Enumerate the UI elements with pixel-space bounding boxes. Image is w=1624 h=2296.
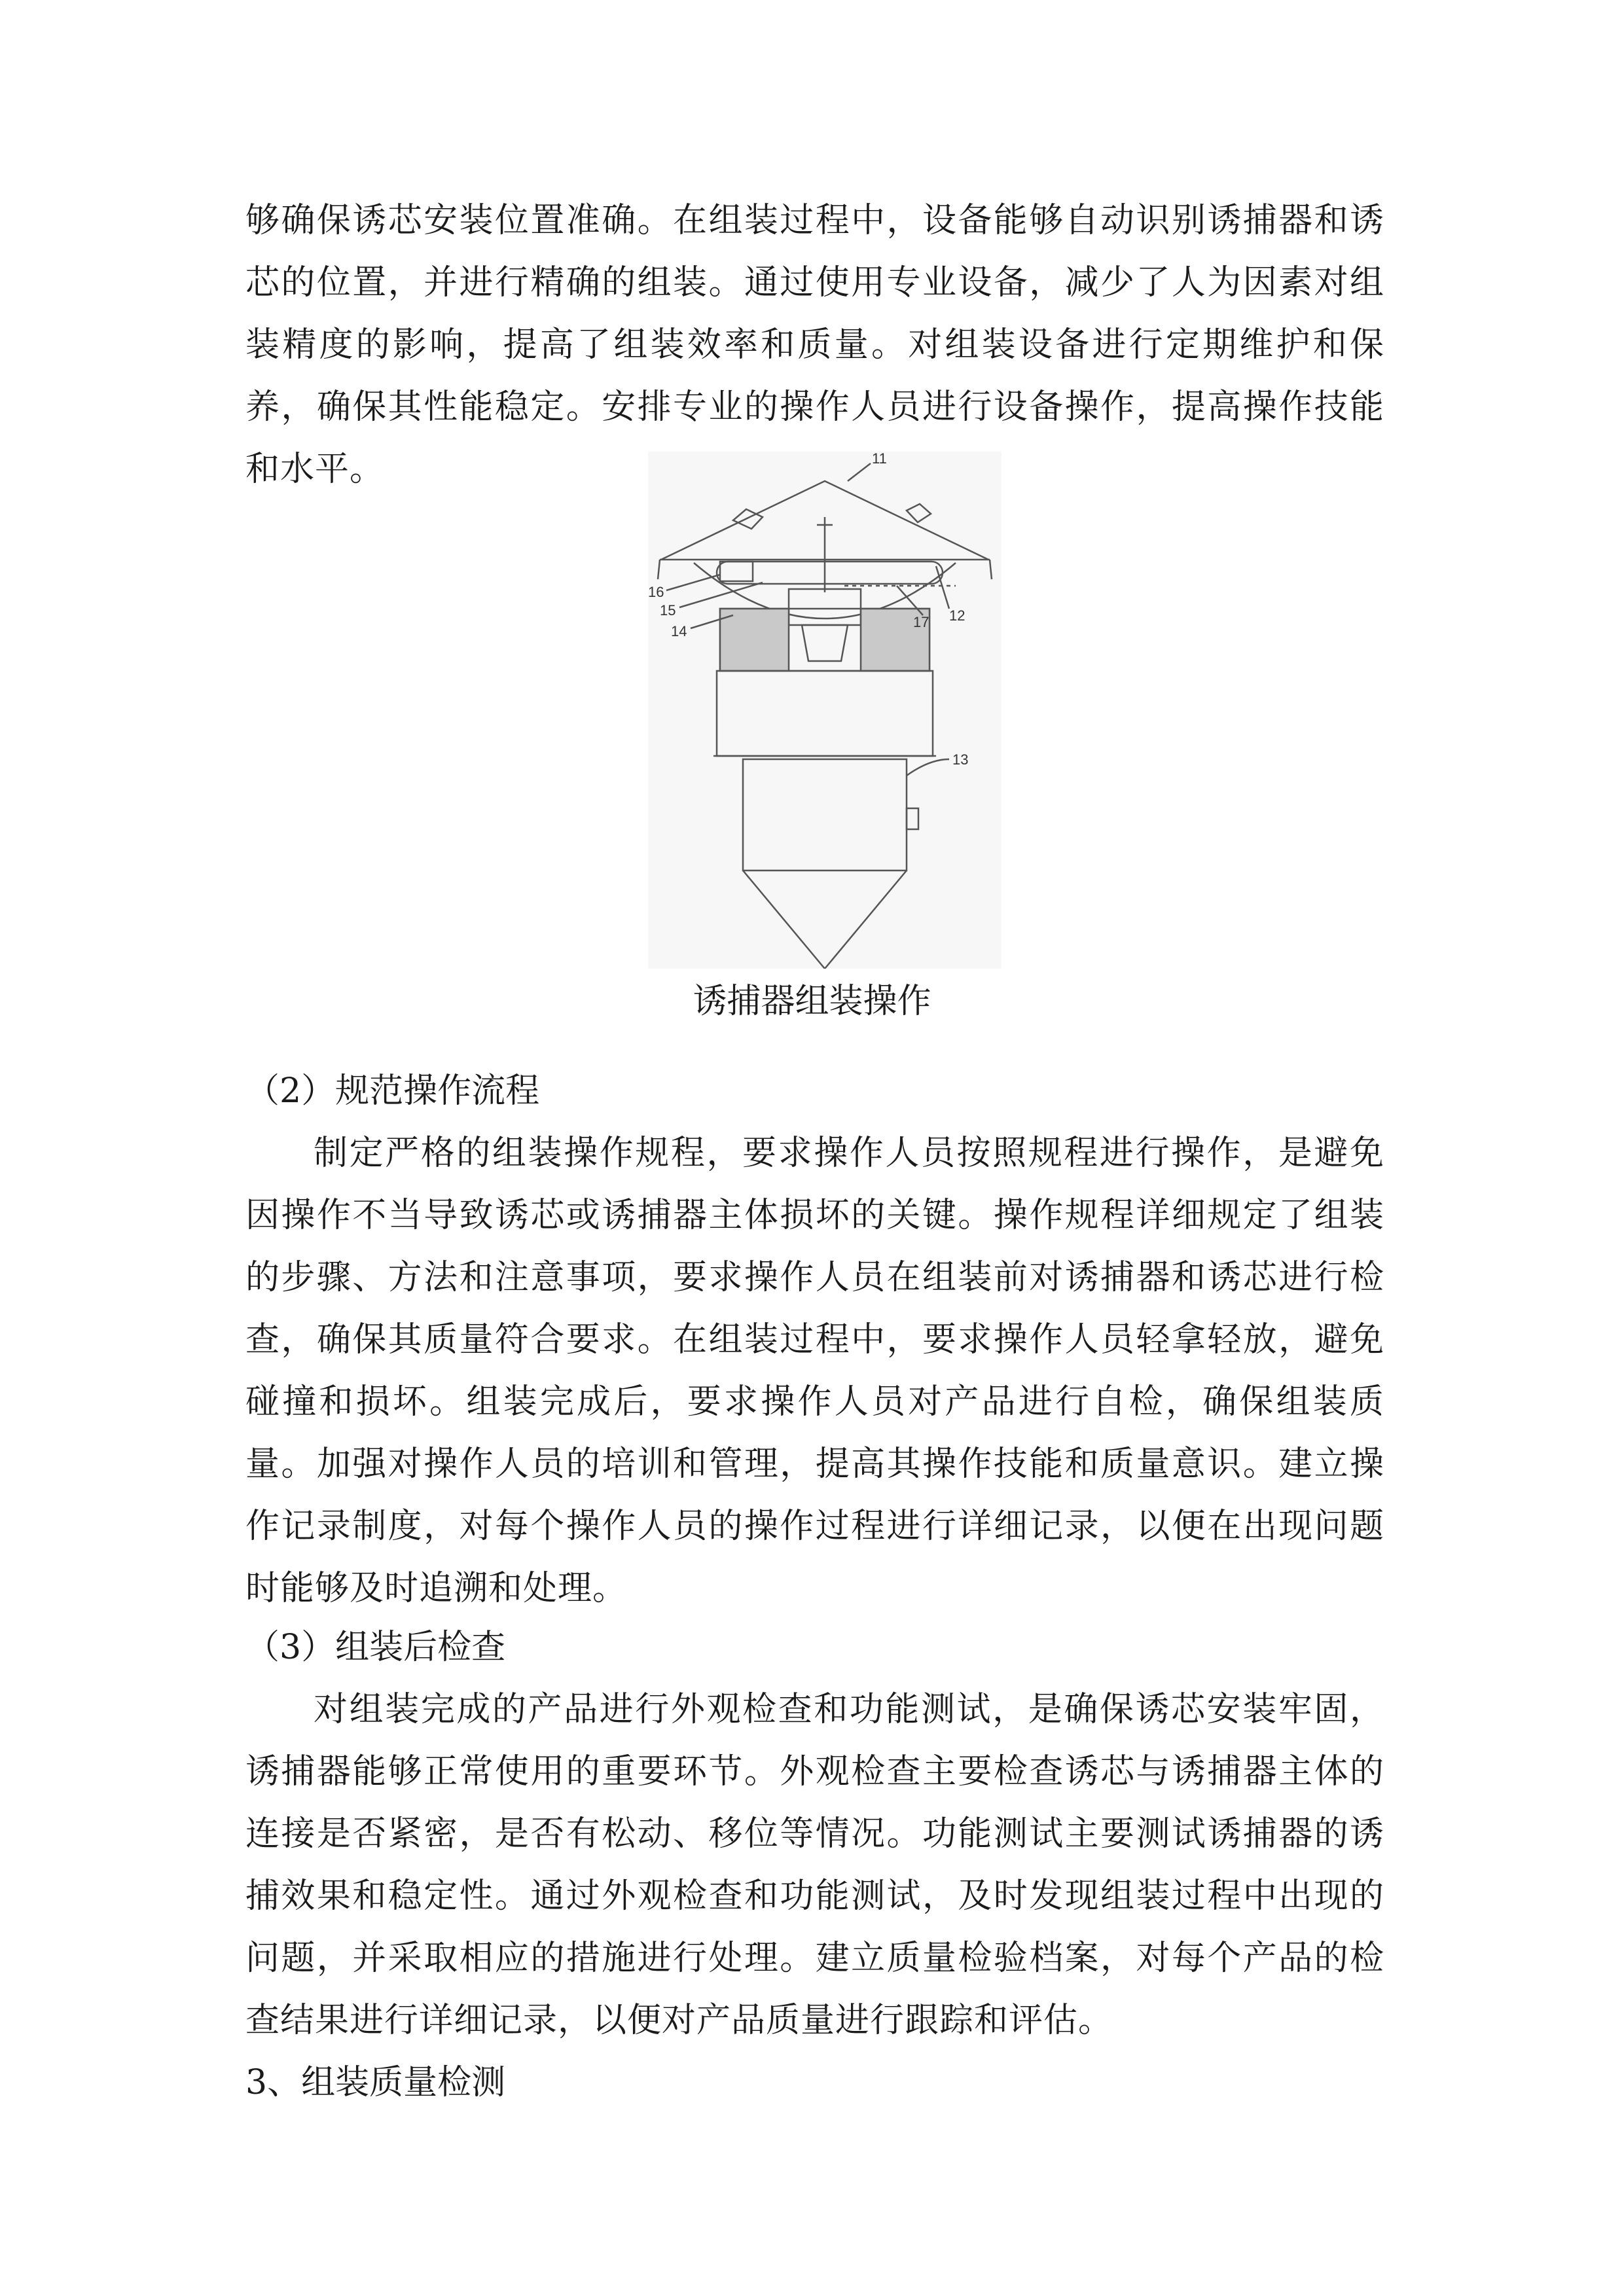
- label-16: 16: [648, 584, 664, 600]
- collar-left-hatch: [720, 609, 789, 671]
- label-11: 11: [872, 452, 887, 467]
- label-17: 17: [913, 614, 929, 630]
- label-14: 14: [671, 623, 687, 639]
- figure-caption: 诱捕器组装操作: [693, 982, 931, 1021]
- standard-process-paragraph: 制定严格的组装操作规程，要求操作人员按照规程进行操作，是避免因操作不当导致诱芯或诱捕器主体损坏的关键。操作规程详细规定了组装的步骤、方法和注意事项，要求操作人员在组装前对诱捕器和诱芯进行检查，确保其质量符合要求。在组装过程中，要求操作人员轻拿轻放，避免碰撞和损坏。组装完成后，要求操作人员对产品进行自检，确保组装质量。加强对操作人员的培训和管理，提高其操作技能和质量意识。建立操作记录制度，对每个操作人员的操作过程进行详细记录，以便在出现问题时能够及时追溯和处理。: [245, 1134, 1384, 1608]
- heading-standard-process: （2）规范操作流程: [245, 1071, 540, 1111]
- post-assembly-check-paragraph: 对组装完成的产品进行外观检查和功能测试，是确保诱芯安装牢固，诱捕器能够正常使用的重要环节。外观检查主要检查诱芯与诱捕器主体的连接是否紧密，是否有松动、移位等情况。功能测试主要测试诱捕器的诱捕效果和稳定性。通过外观检查和功能测试，及时发现组装过程中出现的问题，并采取相应的措施进行处理。建立质量检验档案，对每个产品的检查结果进行详细记录，以便对产品质量进行跟踪和评估。: [245, 1690, 1384, 2040]
- label-12: 12: [949, 607, 965, 624]
- heading-post-assembly-check: （3）组装后检查: [245, 1628, 506, 1667]
- heading-section-3: 3、组装质量检测: [245, 2063, 506, 2102]
- trap-diagram-svg: [648, 452, 1001, 969]
- label-15: 15: [660, 602, 676, 619]
- label-13: 13: [952, 751, 969, 768]
- intro-paragraph: 够确保诱芯安装位置准确。在组装过程中，设备能够自动识别诱捕器和诱芯的位置，并进行精确的组装。通过使用专业设备，减少了人为因素对组装精度的影响，提高了组装效率和质量。对组装设备进行定期维护和保养，确保其性能稳定。安排专业的操作人员进行设备操作，提高操作技能和水平。: [245, 201, 1384, 489]
- trap-diagram: [648, 452, 1001, 969]
